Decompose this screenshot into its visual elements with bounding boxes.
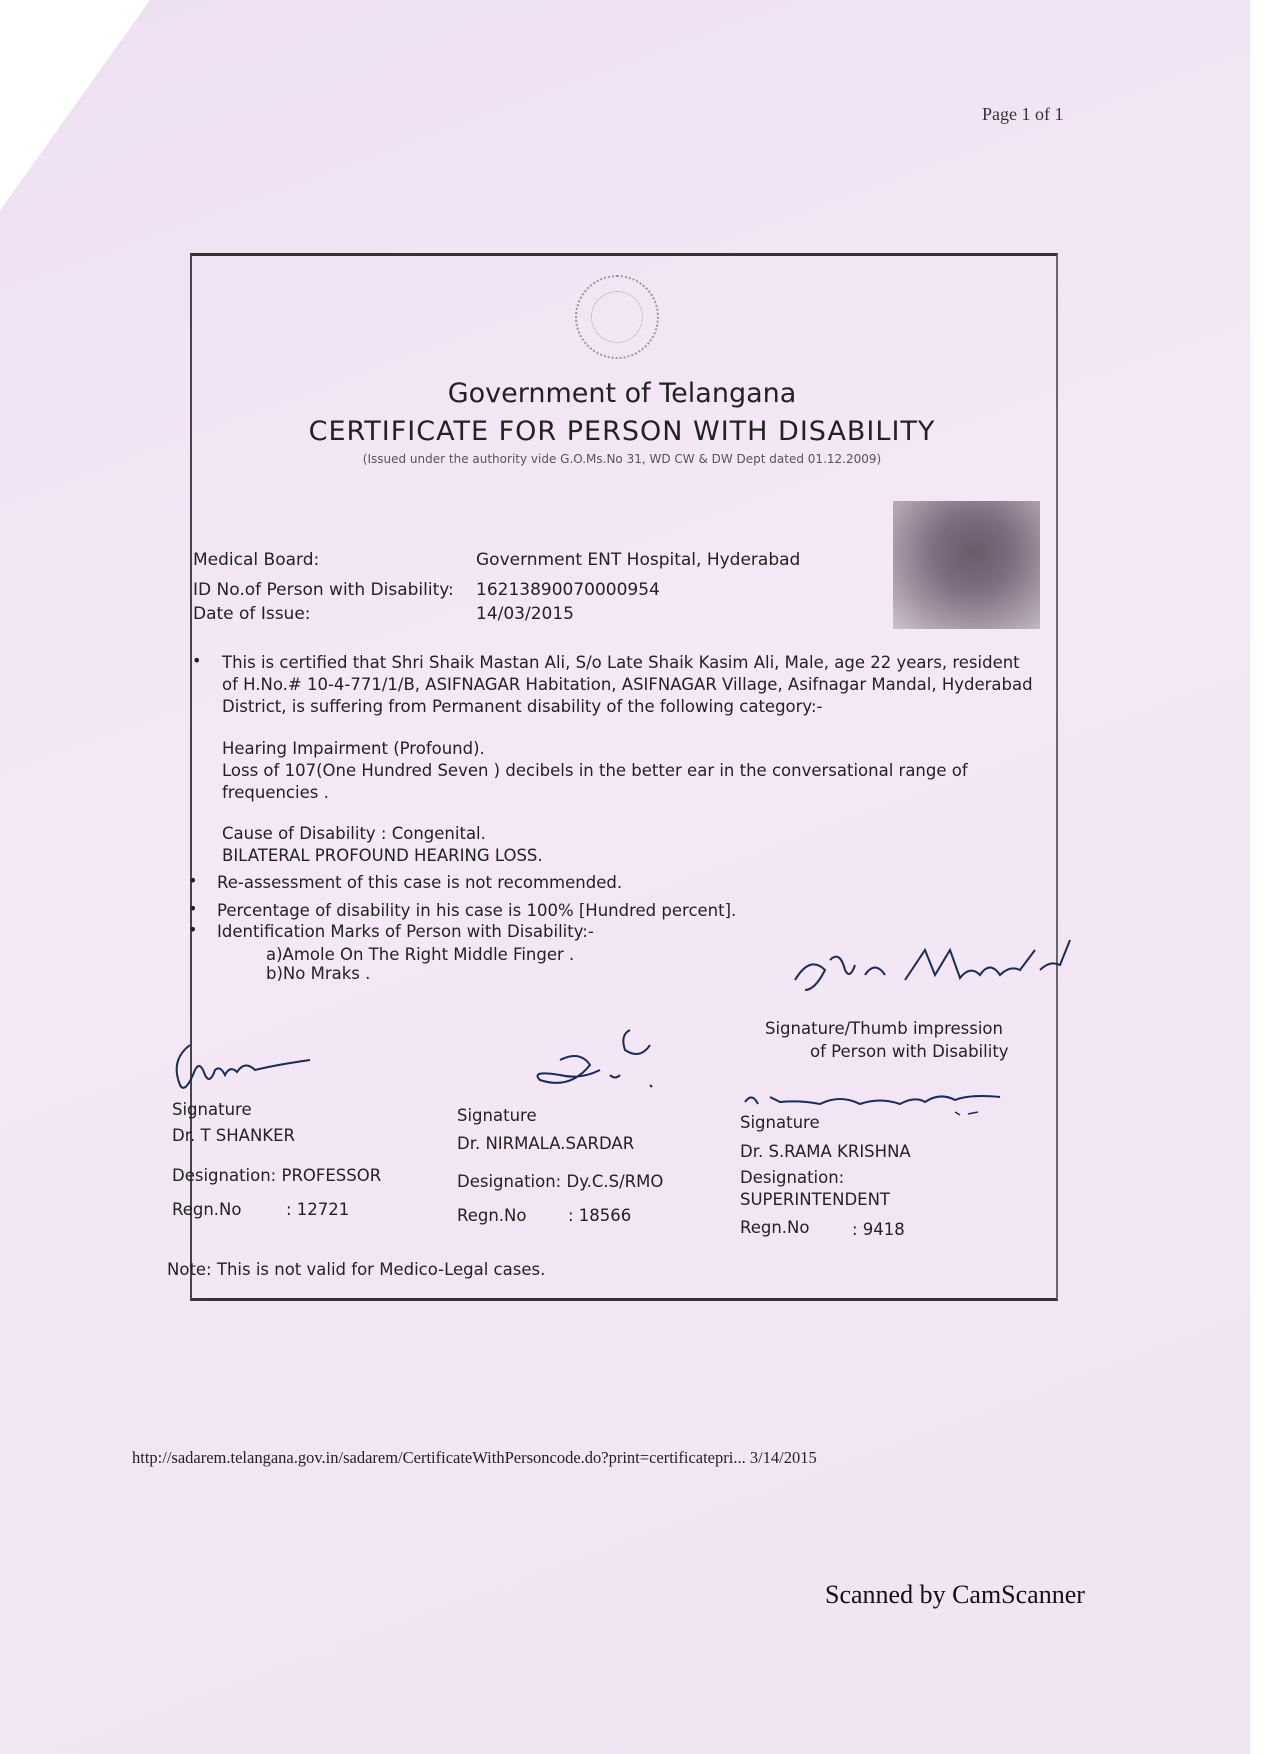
scanner-watermark: Scanned by CamScanner: [825, 1580, 1085, 1609]
medical-board-label: Medical Board:: [193, 550, 320, 570]
id-label: ID No.of Person with Disability:: [193, 580, 454, 600]
signatory-designation: Designation: PROFESSOR: [172, 1166, 382, 1185]
signature-label: Signature: [740, 1113, 820, 1132]
signatory-designation-value: SUPERINTENDENT: [740, 1190, 890, 1209]
percentage-text: Percentage of disability in his case is 100% [Hundred percent].: [217, 901, 737, 920]
signatory-name: Dr. S.RAMA KRISHNA: [740, 1142, 911, 1161]
shanker-signature-icon: [165, 1030, 325, 1100]
disability-category: Hearing Impairment (Profound).: [222, 739, 485, 758]
nirmala-signature-icon: [520, 1020, 680, 1120]
cause-detail: BILATERAL PROFOUND HEARING LOSS.: [222, 846, 543, 865]
cause-of-disability: Cause of Disability : Congenital.: [222, 824, 486, 843]
regn-value: : 12721: [286, 1200, 350, 1219]
identification-mark-b: b)No Mraks .: [266, 964, 371, 983]
certificate-title: CERTIFICATE FOR PERSON WITH DISABILITY: [308, 416, 936, 447]
bullet: •: [192, 651, 202, 670]
identification-marks-label: Identification Marks of Person with Disability:-: [217, 922, 594, 941]
date-row: [193, 604, 574, 624]
footer-url: http://sadarem.telangana.gov.in/sadarem/CertificateWithPersoncode.do?print=certificatepri... 3/14/2015: [132, 1448, 817, 1467]
signatory-name: Dr. T SHANKER: [172, 1126, 296, 1145]
page-number: Page 1 of 1: [982, 104, 1064, 124]
medical-board-value: Government ENT Hospital, Hyderabad: [476, 550, 801, 570]
reassessment-text: Re-assessment of this case is not recommended.: [217, 873, 623, 892]
id-row: [193, 580, 660, 600]
signature-label: Signature: [457, 1106, 537, 1125]
date-label: Date of Issue:: [193, 604, 311, 624]
government-title: Government of Telangana: [447, 378, 797, 409]
bullet: •: [188, 899, 198, 918]
identification-mark-a: a)Amole On The Right Middle Finger .: [266, 945, 575, 964]
person-signature-label-1: Signature/Thumb impression: [765, 1019, 1003, 1038]
signatory-designation-label: Designation:: [740, 1168, 845, 1187]
signatory-designation: Designation: Dy.C.S/RMO: [457, 1172, 664, 1191]
bullet: •: [188, 920, 198, 939]
authority-line: (Issued under the authority vide G.O.Ms.No 31, WD CW & DW Dept dated 01.12.2009): [362, 452, 882, 466]
regn-label: Regn.No: [172, 1200, 242, 1219]
signatory-name: Dr. NIRMALA.SARDAR: [457, 1134, 635, 1153]
certification-paragraph: This is certified that Shri Shaik Mastan Ali, S/o Late Shaik Kasim Ali, Male, age 22 years, resident of H.No.# 10-4-771/1/B, ASIFNAGAR Habitation, ASIFNAGAR Village, Asifnagar Mandal, Hyderabad District, is suffering from Permanent disability of the following category:-: [222, 653, 1033, 716]
medico-legal-note: Note: This is not valid for Medico-Legal cases.: [167, 1260, 546, 1279]
regn-value: : 18566: [568, 1206, 632, 1225]
hearing-loss-text: Loss of 107(One Hundred Seven ) decibels in the better ear in the conversational range of frequencies .: [222, 761, 968, 802]
government-seal-icon: [575, 275, 659, 359]
date-value: 14/03/2015: [476, 604, 574, 624]
regn-value: : 9418: [852, 1220, 905, 1239]
regn-label: Regn.No: [740, 1218, 810, 1237]
id-value: 16213890070000954: [476, 580, 660, 600]
person-signature-icon: [785, 920, 1085, 1000]
bullet: •: [188, 871, 198, 890]
regn-label: Regn.No: [457, 1206, 527, 1225]
person-signature-label-2: of Person with Disability: [810, 1042, 1009, 1061]
person-photo: [893, 501, 1040, 629]
medical-board-row: [193, 550, 801, 570]
signature-label: Signature: [172, 1100, 252, 1119]
